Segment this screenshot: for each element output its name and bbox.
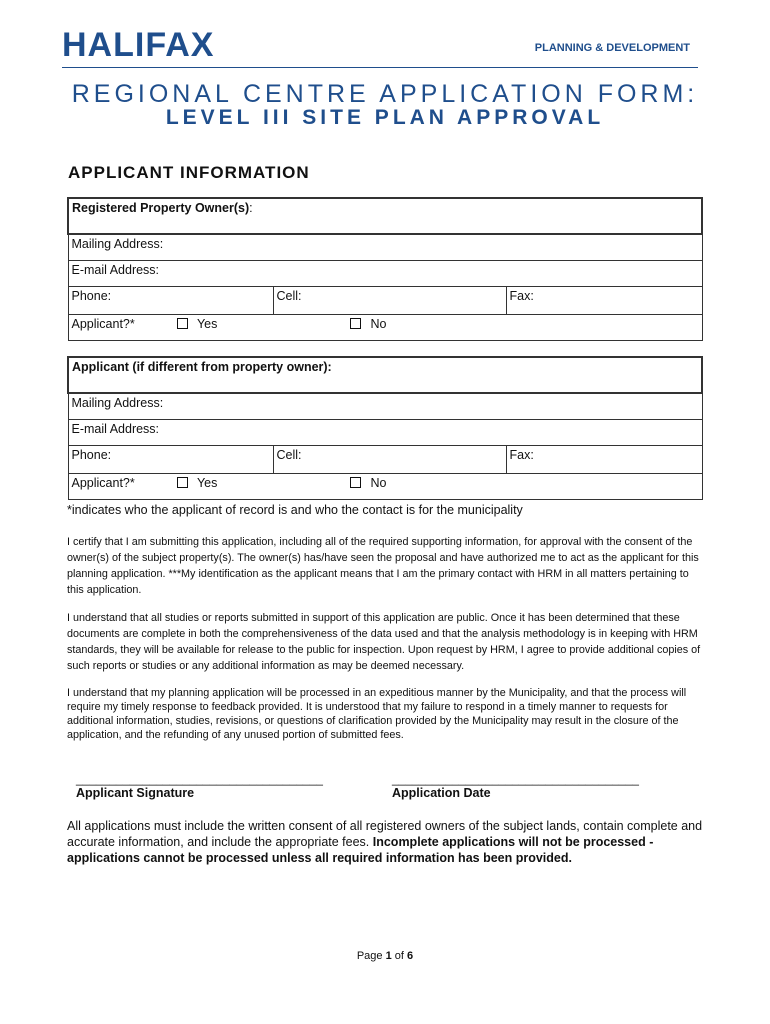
owner-no-label: No bbox=[370, 316, 387, 331]
final-notice bbox=[67, 818, 707, 866]
header-rule bbox=[62, 67, 698, 68]
owner-email-label: E-mail Address: bbox=[71, 262, 160, 277]
applicant-email-field[interactable] bbox=[68, 419, 702, 445]
owner-fax-field[interactable] bbox=[506, 286, 702, 314]
applicant-fax-label: Fax: bbox=[509, 447, 534, 462]
form-title-line2: LEVEL III SITE PLAN APPROVAL bbox=[165, 106, 605, 129]
owner-yes-label: Yes bbox=[196, 316, 218, 331]
owner-no-checkbox[interactable] bbox=[350, 318, 361, 329]
date-line[interactable]: _____________________________________ bbox=[392, 772, 639, 786]
signature-line[interactable]: _____________________________________ bbox=[76, 772, 323, 786]
halifax-logo: HALIFAX bbox=[62, 26, 215, 64]
page-of: of bbox=[391, 950, 408, 962]
applicant-fax-field[interactable] bbox=[506, 445, 702, 473]
section-title: APPLICANT INFORMATION bbox=[68, 163, 310, 182]
applicant-mailing-field[interactable] bbox=[68, 393, 702, 419]
owner-phone-field[interactable] bbox=[68, 286, 273, 314]
owner-mailing-field[interactable] bbox=[68, 234, 702, 260]
applicant-name-field[interactable] bbox=[68, 357, 702, 393]
applicant-phone-label: Phone: bbox=[71, 447, 112, 462]
applicant-email-label: E-mail Address: bbox=[71, 421, 160, 436]
page-total: 6 bbox=[407, 950, 414, 962]
owner-phone-label: Phone: bbox=[71, 288, 112, 303]
owner-cell-label: Cell: bbox=[276, 288, 302, 303]
applicant-yes-checkbox[interactable] bbox=[177, 477, 188, 488]
applicant-cell-label: Cell: bbox=[276, 447, 302, 462]
applicant-label: Applicant (if different from property owner): bbox=[72, 360, 332, 374]
studies-paragraph: I understand that all studies or reports submitted in support of this application are public. Once it has been determined that these documents are complete in both the comprehensiveness of the data used and that the analysis methodology is in keeping with HRM standards, they will be available for release to the public for inspection. Upon request by HRM, I agree to provide additional copies of such reports or studies or any additional information as may be deemed necessary. bbox=[67, 612, 701, 672]
owner-email-field[interactable] bbox=[68, 260, 702, 286]
owner-info-table bbox=[67, 197, 703, 341]
applicant-cell-field[interactable] bbox=[273, 445, 506, 473]
signature-label: Applicant Signature bbox=[76, 786, 195, 800]
form-title-line1: REGIONAL CENTRE APPLICATION FORM: bbox=[71, 80, 699, 108]
owner-yes-checkbox[interactable] bbox=[177, 318, 188, 329]
final-notice-text: All applications must include the written consent of all registered owners of the subject lands, contain complete and accurate information, and include the appropriate fees. bbox=[67, 819, 703, 849]
applicant-mailing-label: Mailing Address: bbox=[71, 396, 164, 410]
applicant-no-checkbox[interactable] bbox=[350, 477, 361, 488]
applicant-applicant-row bbox=[68, 473, 702, 499]
page-number bbox=[0, 950, 770, 962]
owner-fax-label: Fax: bbox=[509, 288, 534, 303]
applicant-phone-field[interactable] bbox=[68, 445, 273, 473]
owner-applicant-label: Applicant?* bbox=[71, 316, 135, 331]
owner-cell-field[interactable] bbox=[273, 286, 506, 314]
owner-label: Registered Property Owner(s) bbox=[72, 201, 250, 215]
applicant-info-table bbox=[67, 356, 703, 500]
applicant-applicant-label: Applicant?* bbox=[71, 475, 135, 490]
owner-applicant-row bbox=[68, 314, 702, 340]
page-prefix: Page bbox=[356, 950, 386, 962]
applicant-no-label: No bbox=[370, 475, 387, 490]
final-notice-bold: Incomplete applications will not be processed - applications cannot be processed unless all required information has been provided. bbox=[67, 835, 654, 865]
page-current: 1 bbox=[385, 950, 392, 962]
owner-label-suffix: : bbox=[249, 201, 253, 215]
certification-paragraph: I certify that I am submitting this application, including all of the required supporting information, for approval with the consent of the owner(s) of the subject property(s). The owner(s) has/have seen the proposal and have authorized me to act as the applicant for this planning application. ***My identification as the applicant means that I am the primary contact with HRM in all matters pertaining to this application. bbox=[67, 536, 699, 596]
processing-paragraph: I understand that my planning application will be processed in an expeditious manner by the Municipality, and that the process will require my timely response to feedback provided. It is understood that my failure to respond in a timely manner to requests for additional information, studies, revisions, or questions of clarification provided by the Municipality may result in the closure of the application, and the refunding of any unused portion of submitted fees. bbox=[67, 687, 687, 741]
applicant-note: *indicates who the applicant of record is and who the contact is for the municipality bbox=[67, 503, 523, 517]
department-label: PLANNING & DEVELOPMENT bbox=[534, 42, 690, 54]
date-label: Application Date bbox=[392, 786, 491, 800]
owner-mailing-label: Mailing Address: bbox=[71, 237, 164, 251]
owner-name-field[interactable] bbox=[68, 198, 702, 234]
applicant-yes-label: Yes bbox=[196, 475, 218, 490]
